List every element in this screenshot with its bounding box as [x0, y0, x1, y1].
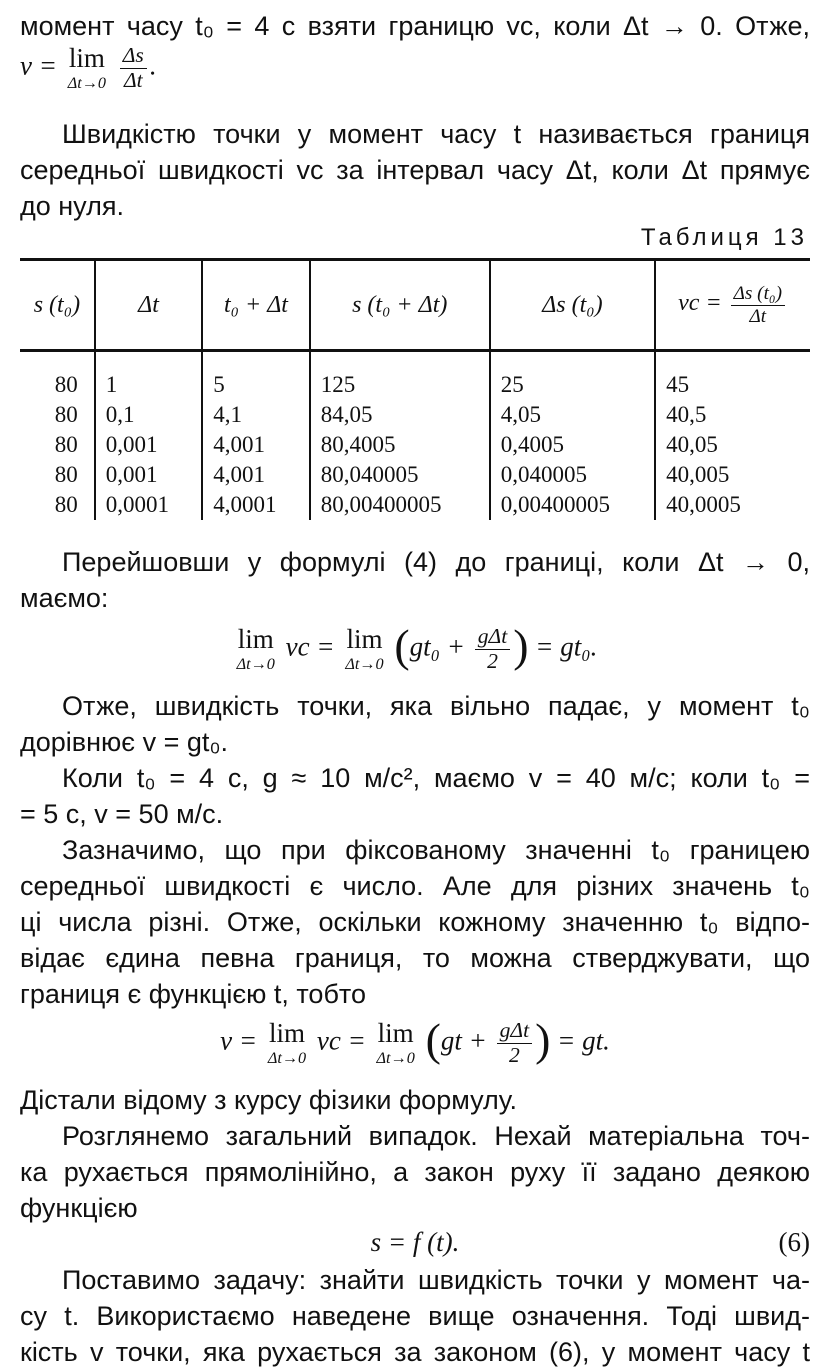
table-cell: 80,00400005 [310, 490, 490, 520]
limit-operator: lim Δt→0 [376, 1018, 415, 1068]
table-cell: 80 [54, 492, 78, 517]
table-cell: 0,0001 [95, 490, 202, 520]
text-line: = 5 с, v = 50 м/с. [20, 799, 224, 829]
table-caption: Таблиця 13 [640, 224, 808, 251]
text-line: Поставимо задачу: знайти швидкість точки у момент ча- [62, 1265, 810, 1295]
table-header-row [20, 260, 810, 351]
table-header: s (t₀) [33, 292, 81, 318]
table-cell: 84,05 [310, 400, 490, 430]
text-line: ка рухається прямолінійно, а закон руху її задано деякою [20, 1157, 810, 1187]
text-line: границя є функцією t, тобто [20, 979, 366, 1009]
text-line: Отже, швидкість точки, яка вільно падає, у момент t₀ [62, 691, 810, 721]
text-line: Коли t₀ = 4 с, g ≈ 10 м/с², маємо v = 40 м/с; коли t₀ = [62, 763, 810, 793]
table-cell: 125 [310, 351, 490, 401]
text-line: момент часу t₀ = 4 с взяти границю vс, коли Δt → 0. Отже, [20, 11, 810, 41]
table-cell: 0,040005 [490, 460, 655, 490]
definition-line: до нуля. [20, 191, 124, 221]
text-line: функцією [20, 1193, 138, 1223]
table-cell: 0,4005 [490, 430, 655, 460]
table-cell: 80 [54, 462, 78, 487]
table-cell: 25 [490, 351, 655, 401]
limit-operator: lim Δt→0 [67, 43, 106, 93]
values-table [20, 258, 810, 520]
limit-operator: lim Δt→0 [345, 624, 384, 674]
definition-line: середньої швидкості vс за інтервал часу Δt, коли Δt прямує [20, 155, 810, 185]
table-cell: 4,05 [490, 400, 655, 430]
table-cell: 4,001 [202, 460, 309, 490]
table-row [20, 430, 810, 460]
table-cell: 1 [95, 351, 202, 401]
velocity-function-formula: v = lim Δt→0 vс = lim Δt→0 (gt + $\frac{\text{gΔt}}{2}$ ) = gt. [220, 1014, 610, 1068]
text-line: Дістали відому з курсу фізики формулу. [20, 1085, 518, 1115]
table-cell: 40,05 [655, 430, 810, 460]
table-row [20, 400, 810, 430]
table-row [20, 490, 810, 520]
limit-operator: lim Δt→0 [267, 1018, 307, 1068]
table-cell: 80 [54, 402, 78, 427]
text-line: Зазначимо, що при фіксованому значенні t₀ границею [62, 835, 810, 865]
table-cell: 4,1 [202, 400, 309, 430]
table-cell: 4,001 [202, 430, 309, 460]
motion-law-formula: s = f (t). (6) [20, 1224, 810, 1260]
text-line: Розглянемо загальний випадок. Нехай матеріальна точ- [62, 1121, 810, 1151]
table-cell: 40,5 [655, 400, 810, 430]
table-cell: 40,0005 [655, 490, 810, 520]
table-cell: 45 [655, 351, 810, 401]
formula-number: (6) [778, 1227, 810, 1257]
fraction: $\frac{\text{Δs (t₀)}}{\Delta t}$ [731, 283, 785, 326]
table-cell: 80 [54, 372, 78, 397]
table-cell: 0,00400005 [490, 490, 655, 520]
free-fall-limit-formula: lim Δt→0 vс = lim Δt→0 (gt₀ + $\frac{\text{gΔt}}{2}$ ) = gt₀. [236, 620, 598, 674]
table-header: Δs (t₀) [490, 260, 655, 351]
text-line: кість v точки, яка рухається за законом (6), у момент часу t [20, 1337, 810, 1367]
fraction: $\frac{\text{gΔt}}{2}$ [497, 1019, 532, 1068]
table-header: s (t₀ + Δt) [310, 260, 490, 351]
table-cell: 4,0001 [202, 490, 309, 520]
table-cell: 0,001 [95, 460, 202, 490]
fraction: $\frac{\text{gΔt}}{2}$ [475, 625, 510, 674]
table-header: t₀ + Δt [202, 260, 309, 351]
text-line: ці числа різні. Отже, оскільки кожному значенню t₀ відпо- [20, 907, 810, 937]
definition-line: Швидкістю точки у момент часу t називається границя [62, 119, 810, 149]
table-cell: 80,040005 [310, 460, 490, 490]
table-cell: 40,005 [655, 460, 810, 490]
text-line: су t. Використаємо наведене вище означення. Тоді швид- [20, 1301, 810, 1331]
table-cell: 0,1 [95, 400, 202, 430]
table-cell: 5 [202, 351, 309, 401]
table-cell: 0,001 [95, 430, 202, 460]
table-cell: 80,4005 [310, 430, 490, 460]
fraction: $\frac{\Delta s}{\Delta t}$ [120, 44, 147, 93]
text-line: дорівнює v = gt₀. [20, 727, 229, 757]
text-line: середньої швидкості є число. Але для різних значень t₀ [20, 871, 810, 901]
text-line: Перейшовши у формулі (4) до границі, коли Δt → 0, [62, 547, 810, 577]
table-header: Δt [95, 260, 202, 351]
text-line: маємо: [20, 583, 109, 613]
table-row [20, 351, 810, 401]
velocity-limit-formula: v = lim Δt→0 $\frac{\Delta s}{\Delta t}$ . [20, 43, 157, 93]
limit-operator: lim Δt→0 [236, 624, 275, 674]
table-row [20, 460, 810, 490]
table-cell: 80 [54, 432, 78, 457]
text-line: відає єдина певна границя, то можна стверджувати, що [20, 943, 810, 973]
table-header-mean-velocity: vс = $\frac{\text{Δs (t₀)}}{\Delta t}$ [655, 260, 810, 351]
